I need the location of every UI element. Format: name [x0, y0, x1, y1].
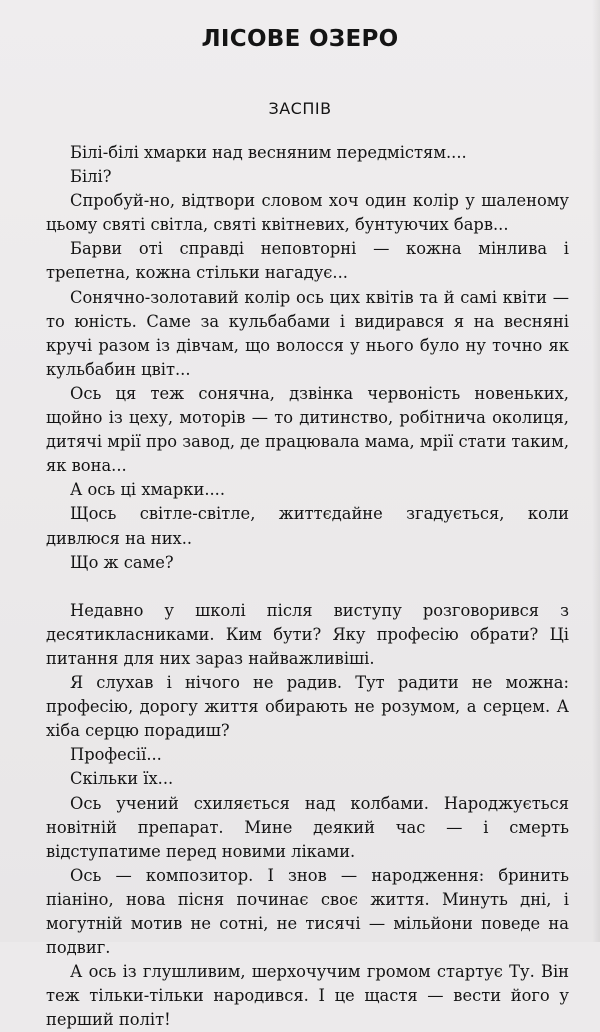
paragraph: А ось ці хмарки.... [70, 480, 226, 500]
paragraph: Скільки їх... [70, 769, 174, 789]
paragraph: Ось учений схиляється над колбами. Народжується новітній препарат. Мине деякий час — і смерть відступатиме перед новими ліками. [46, 793, 569, 861]
paragraph: Що ж саме? [70, 552, 174, 572]
paragraph: Білі? [70, 167, 112, 187]
paragraph: Щось світле-світле, життєдайне згадується, коли дивлюся на них.. [46, 504, 569, 548]
paragraph: Я слухав і нічого не радив. Тут радити не можна: професію, дорогу життя обирають не розумом, а серцем. А хіба серцю порадиш? [46, 673, 569, 741]
paragraph: Ось ця теж сонячна, дзвінка червоність новеньких, щойно із цеху, моторів — то дитинство, робітнича околиця, дитячі мрії про завод, де працювала мама, мрії стати таким, як вона... [46, 383, 569, 476]
paragraph: Недавно у школі після виступу розговорився з десятикласниками. Ким бути? Яку професію обрати? Ці питання для них зараз найважливіші. [46, 600, 569, 668]
page-edge-shadow [592, 0, 600, 942]
paragraph: Ось — композитор. І знов — народження: бринить піаніно, нова пісня починає своє життя. Минуть дні, і могутній мотив не сотні, не тисячі — мільйони поведе на подвиг. [46, 865, 569, 958]
chapter-title: ЛІСОВЕ ОЗЕРО [201, 26, 399, 52]
body-text [46, 141, 569, 1032]
section-subtitle: ЗАСПІВ [268, 99, 332, 118]
paragraph: Сонячно-золотавий колір ось цих квітів та й самі квіти — то юність. Саме за кульбабами і видирався я на весняні кручі разом із дівчам, що волосся у нього було ну точно як кульбабин цвіт... [46, 287, 569, 379]
paragraph: Спробуй-но, відтвори словом хоч один колір у шаленому цьому святі світла, святі квітневих, бунтуючих барв... [46, 191, 569, 235]
paragraph: Білі-білі хмарки над весняним передмістям.... [70, 143, 467, 162]
paragraph: А ось із глушливим, шерхочучим громом стартує Ту. Він теж тільки-тільки народився. І це щастя — вести його у перший політ! [46, 962, 569, 1030]
paragraph: Професії... [70, 745, 162, 765]
paragraph: Барви оті справді неповторні — кожна мінлива і трепетна, кожна стільки нагадує... [46, 239, 569, 283]
